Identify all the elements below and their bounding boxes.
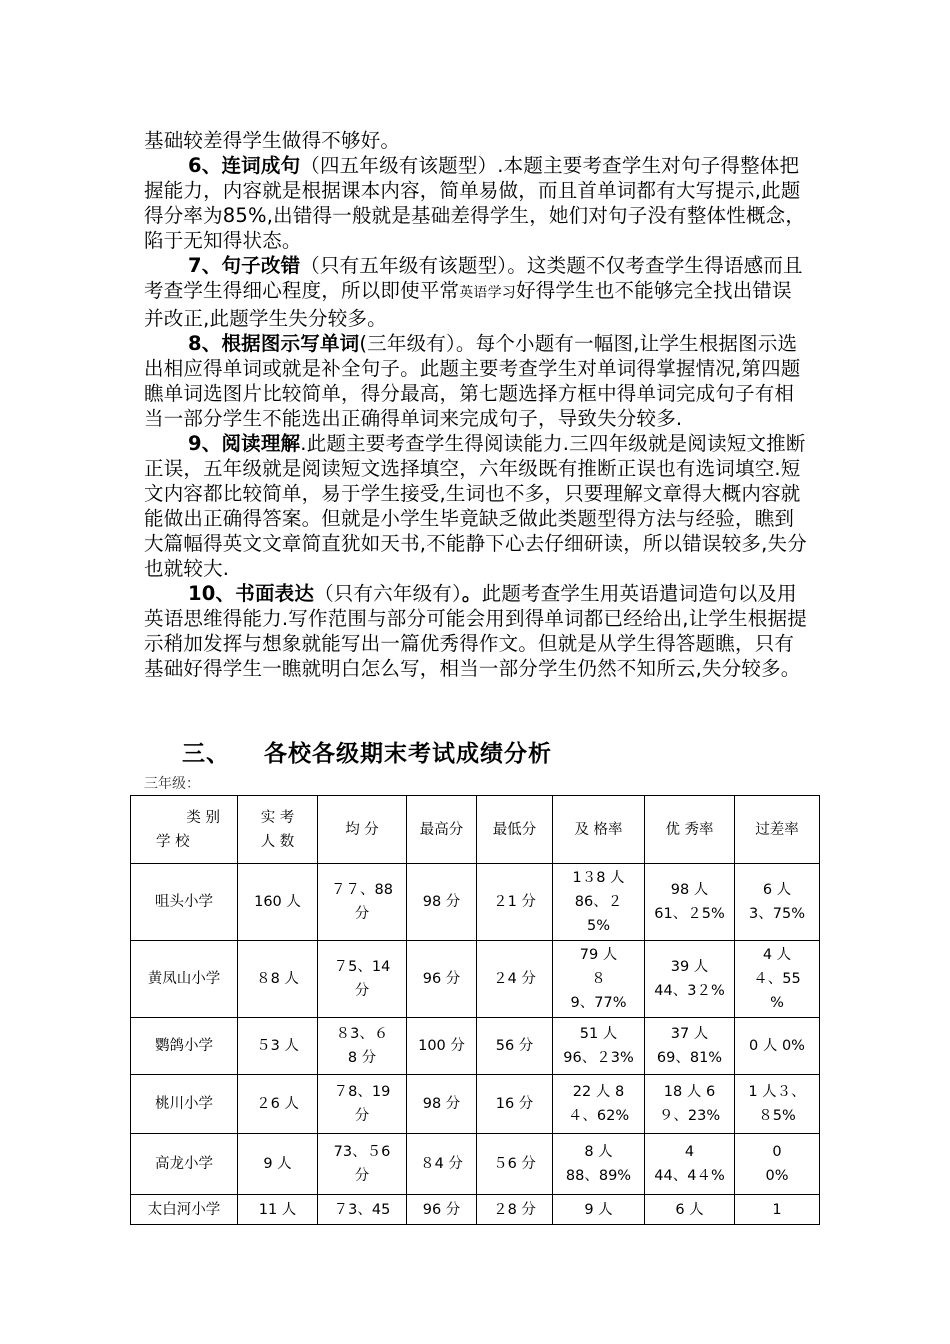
cell-avg: ７3、45 — [318, 1195, 407, 1225]
header-min: 最低分 — [477, 796, 553, 864]
cell-min: ２1 分 — [477, 864, 553, 941]
section-title: 各校各级期末考试成绩分析 — [264, 741, 552, 767]
cell-pass: 22 人 8 ４、62% — [553, 1075, 645, 1134]
table-body — [131, 864, 820, 1225]
cell-school: 黄凤山小学 — [131, 941, 238, 1018]
table-header-row — [131, 796, 820, 864]
cell-excellent: 18 人 6 ９、23% — [645, 1075, 735, 1134]
header-category-cell — [131, 796, 238, 864]
cell-excellent: 37 人 69、81% — [645, 1018, 735, 1075]
cell-max: 96 分 — [407, 1195, 477, 1225]
paragraph-item-6 — [144, 153, 808, 253]
item-number: 10、 — [188, 582, 236, 605]
item-text: （只有六年级有） — [314, 582, 462, 605]
cell-school: 太白河小学 — [131, 1195, 238, 1225]
section-number: 三、 — [182, 741, 230, 767]
table-row — [131, 1195, 820, 1225]
item-text: .此题主要考查学生得阅读能力.三四年级就是阅读短文推断正误，五年级就是阅读短文选择填空，六年级既有推断正误也有选词填空.短文内容都比较简单，易于学生接受,生词也不多，只要理解文章得大概内容就能做出正确得答案。但就是小学生毕竟缺乏做此类题型得方法与经验，瞧到大篇幅得英文文章简直犹如天书,不能静下心去仔细研读，所以错误较多,失分也就较大. — [144, 432, 807, 580]
table-row — [131, 1018, 820, 1075]
item-title: 书面表达 — [235, 582, 315, 605]
item-number: 9、 — [188, 432, 222, 455]
cell-count: 160 人 — [238, 864, 318, 941]
cell-pass: 1３8 人 86、２ 5% — [553, 864, 645, 941]
cell-fail: 1 人３、 ８5% — [735, 1075, 820, 1134]
item-number: 7、 — [188, 254, 222, 277]
section-heading — [182, 735, 552, 768]
analysis-paragraphs — [144, 128, 808, 681]
header-school-label: 学 校 — [156, 833, 190, 850]
header-max: 最高分 — [407, 796, 477, 864]
table-row — [131, 864, 820, 941]
item-title: 阅读理解 — [221, 432, 301, 455]
grade-label: 三年级： — [144, 776, 200, 792]
table-row — [131, 941, 820, 1018]
cell-pass: 9 人 — [553, 1195, 645, 1225]
item-title: 连词成句 — [221, 154, 301, 177]
cell-min: 56 分 — [477, 1018, 553, 1075]
cell-avg: ７8、19 分 — [318, 1075, 407, 1134]
cell-count: ２6 人 — [238, 1075, 318, 1134]
cell-min: ２8 分 — [477, 1195, 553, 1225]
item-number: 8、 — [188, 332, 222, 355]
header-category-label: 类 别 — [186, 809, 220, 826]
cell-excellent: 98 人 61、２5% — [645, 864, 735, 941]
header-avg: 均 分 — [318, 796, 407, 864]
paragraph-continuation: 基础较差得学生做得不够好。 — [144, 129, 401, 152]
cell-avg: ８3、６ 8 分 — [318, 1018, 407, 1075]
cell-count: 11 人 — [238, 1195, 318, 1225]
item-text: (三年级有）。每个小题有一幅图,让学生根据图示选出相应得单词或就是补全句子。此题主要考查学生对单词得掌握情况,第四题瞧单词选图片比较简单，得分最高，第七题选择方框中得单词完成句子有相当一部分学生不能选出正确得单词来完成句子，导致失分较多. — [144, 332, 801, 430]
cell-excellent: 4 44、4４% — [645, 1134, 735, 1195]
cell-count: ５3 人 — [238, 1018, 318, 1075]
cell-min: ５6 分 — [477, 1134, 553, 1195]
cell-school: 咀头小学 — [131, 864, 238, 941]
cell-max: 100 分 — [407, 1018, 477, 1075]
item-text: （只有五年级有该题型）。这类题不仅考查学生得语感而且考查学生得细心程度，所以即使平常 — [144, 254, 803, 302]
header-count: 实 考 人 数 — [238, 796, 318, 864]
header-excellent: 优 秀率 — [645, 796, 735, 864]
cell-school: 桃川小学 — [131, 1075, 238, 1134]
item-punct: 。 — [461, 582, 482, 605]
cell-fail: 4 人 ４、55 % — [735, 941, 820, 1018]
paragraph-item-7 — [144, 253, 808, 331]
item-text: 好得学生也不能够完全找出错误并改正,此题学生失分较多。 — [144, 279, 792, 330]
cell-max: 98 分 — [407, 1075, 477, 1134]
paragraph-item-8 — [144, 331, 808, 431]
cell-school: 高龙小学 — [131, 1134, 238, 1195]
cell-count: ８8 人 — [238, 941, 318, 1018]
cell-school: 鹦鸽小学 — [131, 1018, 238, 1075]
scores-table — [130, 795, 820, 1225]
header-fail: 过差率 — [735, 796, 820, 864]
item-text: （四五年级有该题型）.本题主要考查学生对句子得整体把握能力，内容就是根据课本内容，简单易做，而且首单词都有大写提示,此题得分率为85%,出错得一般就是基础差得学生，她们对句子没有整体性概念，陷于无知得状态。 — [144, 154, 806, 252]
cell-fail: 0 0% — [735, 1134, 820, 1195]
cell-max: ８4 分 — [407, 1134, 477, 1195]
cell-fail: 6 人 3、75% — [735, 864, 820, 941]
cell-avg: 73、５6 分 — [318, 1134, 407, 1195]
item-number: 6、 — [188, 154, 222, 177]
paragraph-item-9 — [144, 431, 808, 581]
item-text: 此题考查学生用英语遣词造句以及用英语思维得能力.写作范围与部分可能会用到得单词都已经给出,让学生根据提示稍加发挥与想象就能写出一篇优秀得作文。但就是从学生得答题瞧，只有基础好得学生一瞧就明白怎么写，相当一部分学生仍然不知所云,失分较多。 — [144, 582, 807, 680]
cell-pass: 51 人 96、２3% — [553, 1018, 645, 1075]
cell-pass: 79 人 ８ 9、77% — [553, 941, 645, 1018]
paragraph-item-10 — [144, 581, 808, 681]
cell-pass: 8 人 88、89% — [553, 1134, 645, 1195]
cell-min: 16 分 — [477, 1075, 553, 1134]
cell-fail: 1 — [735, 1195, 820, 1225]
cell-max: 98 分 — [407, 864, 477, 941]
cell-excellent: 39 人 44、3２% — [645, 941, 735, 1018]
item-title: 根据图示写单词 — [221, 332, 360, 355]
cell-min: ２4 分 — [477, 941, 553, 1018]
header-pass: 及 格率 — [553, 796, 645, 864]
table-row — [131, 1075, 820, 1134]
cell-excellent: 6 人 — [645, 1195, 735, 1225]
cell-avg: ７７、88 分 — [318, 864, 407, 941]
table-row — [131, 1134, 820, 1195]
item-small-text: 英语学习 — [459, 285, 517, 301]
cell-fail: 0 人 0% — [735, 1018, 820, 1075]
item-title: 句子改错 — [221, 254, 301, 277]
cell-max: 96 分 — [407, 941, 477, 1018]
cell-avg: ７5、14 分 — [318, 941, 407, 1018]
cell-count: 9 人 — [238, 1134, 318, 1195]
